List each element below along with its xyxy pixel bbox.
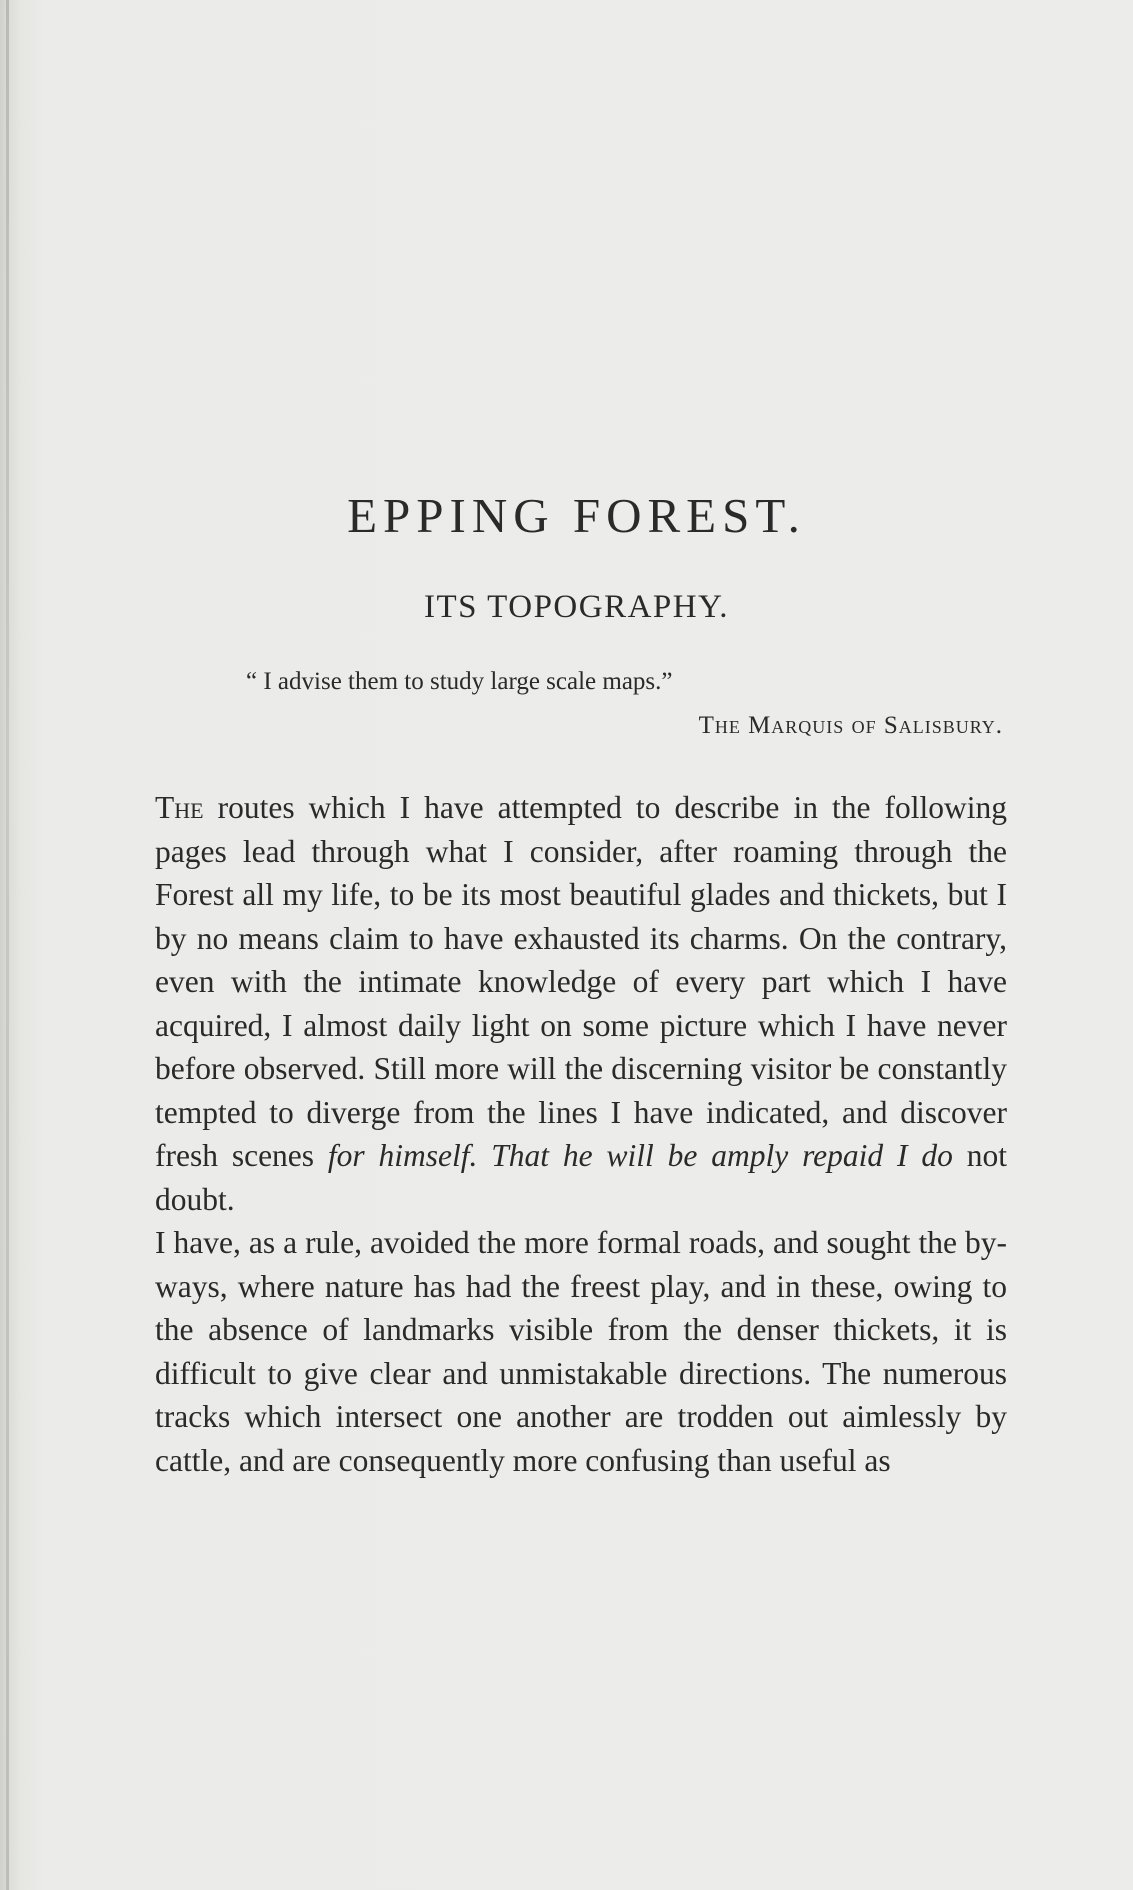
epigraph-quote: “ I advise them to study large scale maps.” <box>246 668 673 695</box>
paragraph-2 <box>155 1221 1007 1482</box>
body-text <box>155 786 1007 1482</box>
epigraph-attribution: The Marquis of Salisbury. <box>698 712 1003 739</box>
paragraph-1-italic: for himself. That he will be amply repaid I do <box>327 1138 953 1173</box>
paragraph-1 <box>155 786 1007 1221</box>
paragraph-lead-word: The <box>155 790 204 825</box>
chapter-subtitle: ITS TOPOGRAPHY. <box>424 589 729 625</box>
paragraph-1-text: routes which I have attempted to describe in the following pages lead through what I consider, after roaming through the Forest all my life, to be its most beautiful glades and thickets, but I by no means claim to have exhausted its charms. On the contrary, even with the intimate knowledge of every part which I have acquired, I almost daily light on some picture which I have never before observed. Still more will the discerning visitor be constantly tempted to diverge from the lines I have indicated, and discover fresh scenes <box>155 790 1007 1173</box>
paragraph-1-tail: not doubt. <box>155 1138 1007 1217</box>
chapter-title: EPPING FOREST. <box>347 488 806 543</box>
paragraph-2-text: I have, as a rule, avoided the more formal roads, and sought the by-ways, where nature has had the freest play, and in these, owing to the absence of landmarks visible from the denser thickets, it is difficult to give clear and unmistakable directions. The numerous tracks which intersect one another are trodden out aimlessly by cattle, and are consequently more confusing than useful as <box>155 1225 1007 1478</box>
page-gutter <box>6 0 9 1890</box>
